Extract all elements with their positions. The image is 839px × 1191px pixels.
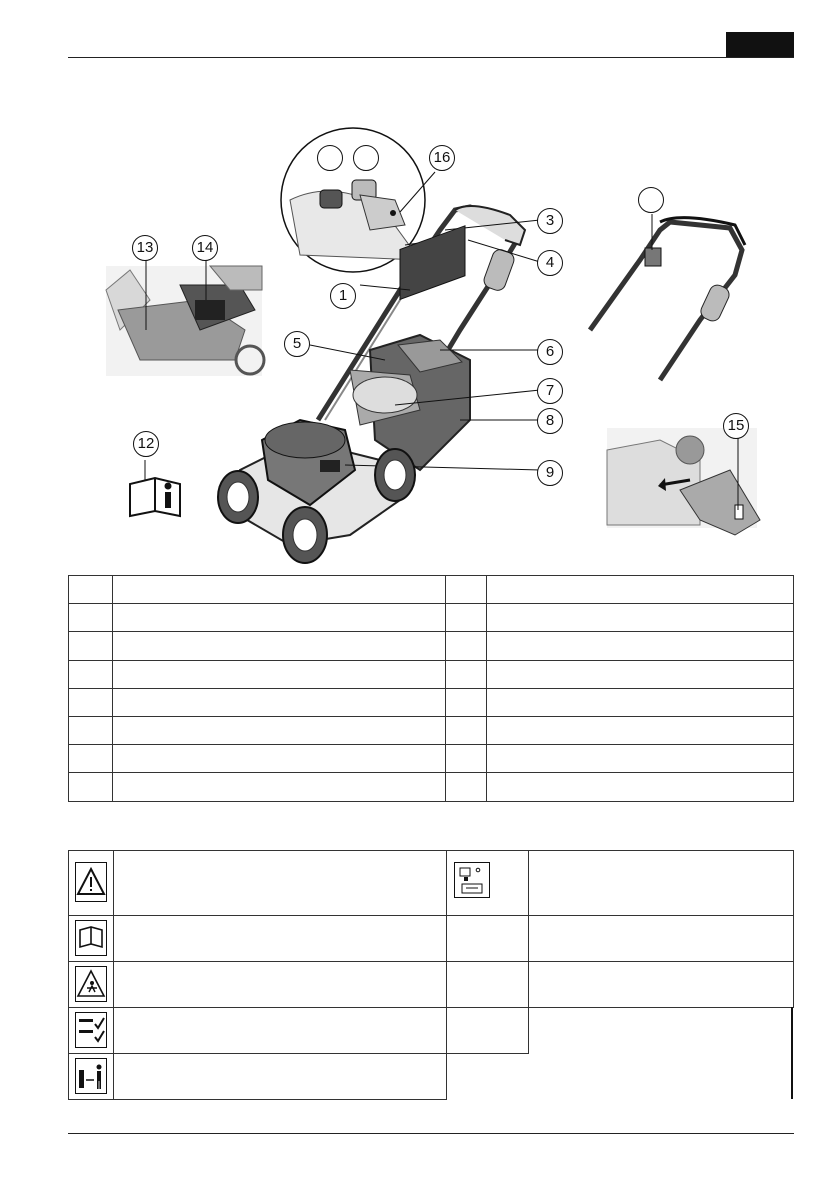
footer-rule [68,1133,794,1134]
table-row [69,745,794,773]
callout-3: 3 [537,208,563,234]
mower-overview-figure [0,0,839,570]
callout-blank-c [638,187,664,213]
table-row [69,576,794,604]
mulch-insert-detail [607,428,760,535]
callout-6: 6 [537,339,563,365]
callout-blank-b [353,145,379,171]
manual-info-icon [130,460,180,516]
checklist-icon [75,1012,107,1048]
callout-9: 9 [537,460,563,486]
callout-13: 13 [132,235,158,261]
symbol-text-cell [113,1053,447,1100]
callout-blank-a [317,145,343,171]
keep-distance-icon [75,1058,107,1094]
callout-5: 5 [284,331,310,357]
symbol-icon-cell [446,1007,529,1054]
handle-detail-right [590,214,745,380]
table-row [69,688,794,716]
grass-catcher-detail [106,258,264,376]
callout-16: 16 [429,145,455,171]
callout-12: 12 [133,431,159,457]
symbol-text-cell [113,850,447,916]
ejection-hazard-icon [75,966,107,1002]
callout-4: 4 [537,250,563,276]
parts-table [68,575,794,802]
read-manual-icon [75,920,107,956]
symbol-text-cell [113,915,447,962]
table-row [69,773,794,801]
table-row [69,716,794,744]
symbol-text-cell [528,915,794,962]
service-icon [454,862,490,898]
symbol-icon-cell [446,961,529,1008]
callout-1: 1 [330,283,356,309]
symbol-text-cell [113,961,447,1008]
margin-bar [791,1007,793,1099]
warning-triangle-icon [75,862,107,902]
callout-7: 7 [537,378,563,404]
symbol-text-cell [113,1007,447,1054]
table-row [69,604,794,632]
callout-15: 15 [723,413,749,439]
callout-8: 8 [537,408,563,434]
table-row [69,660,794,688]
symbol-text-cell [528,961,794,1008]
symbol-text-cell [528,850,794,916]
callout-14: 14 [192,235,218,261]
table-row [69,632,794,660]
symbol-icon-cell [446,915,529,962]
